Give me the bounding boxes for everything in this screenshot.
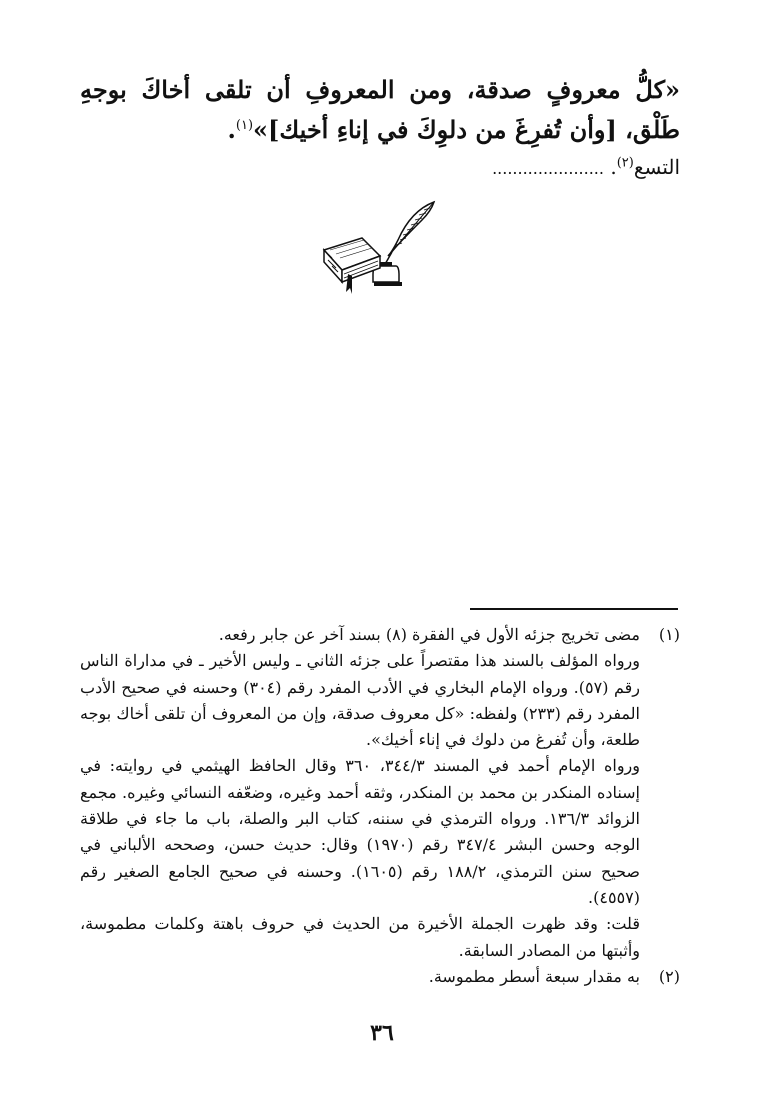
hadith-period: . [227, 115, 236, 144]
footnote-paragraph: قلت: وقد ظهرت الجملة الأخيرة من الحديث في حروف باهتة وكلمات مطموسة، وأثبتها من المصادر السابقة. [80, 914, 641, 960]
footnote-ref-1[interactable]: (١) [235, 118, 254, 133]
hadith-text: «كلُّ معروفٍ صدقة، ومن المعروفِ أن تلقى أخاكَ بوجهِ طَلْق، [وأن تُفرِغَ من دلوِكَ في إناءِ أخيك]» [80, 75, 680, 144]
footnote-number: (٢) [658, 966, 680, 986]
missing-text-line [492, 152, 680, 184]
footnote-paragraph: ورواه المؤلف بالسند هذا مقتصراً على جزئه الثاني ـ وليس الأخير ـ في مداراة الناس رقم (٥٧). ورواه الإمام البخاري في الأدب المفرد رقم (٣٠٤) وحسنه في صحيح الأدب المفرد رقم (٢٣٣) ولفظه: «كل معروف صدقة، وإن من المعروف أن تلقى أخاك بوجه طلعة، وأن تُفرغ من دلوك في إناء أخيك». [80, 651, 641, 750]
footnote-paragraph: به مقدار سبعة أسطر مطموسة. [428, 966, 640, 986]
ninth-period: . [610, 155, 617, 179]
ellipsis-dots: ...................... [492, 159, 604, 178]
footnote-number: (١) [658, 625, 680, 644]
footnote-separator [470, 608, 678, 610]
footnote-paragraph: مضى تخريج جزئه الأول في الفقرة (٨) بسند آخر عن جابر رفعه. [218, 625, 640, 644]
footnote-2 [80, 964, 680, 990]
ninth-word: التسع [633, 155, 680, 179]
hadith-paragraph [80, 70, 680, 150]
footnote-ref-2[interactable]: (٢) [616, 155, 634, 171]
footnotes [80, 622, 680, 990]
footnote-paragraph: ورواه الإمام أحمد في المسند ٣٤٤/٣، ٣٦٠ وقال الحافظ الهيثمي في روايته: في إسناده المنكدر بن محمد بن المنكدر، وثقه أحمد وغيره، وضعّفه النسائي وغيره. مجمع الزوائد ١٣٦/٣. ورواه الترمذي في سننه، كتاب البر والصلة، باب ما جاء في طلاقة الوجه وحسن البشر ٣٤٧/٤ رقم (١٩٧٠) وقال: حديث حسن، وصححه الألباني في صحيح سنن الترمذي، ١٨٨/٢ رقم (١٦٠٥). وحسنه في صحيح الجامع الصغير رقم (٤٥٥٧). [80, 756, 641, 907]
book-and-quill-icon [318, 196, 442, 296]
hadith-line [80, 70, 680, 150]
footnote-1 [80, 622, 680, 964]
page-number: ٣٦ [370, 1020, 394, 1046]
